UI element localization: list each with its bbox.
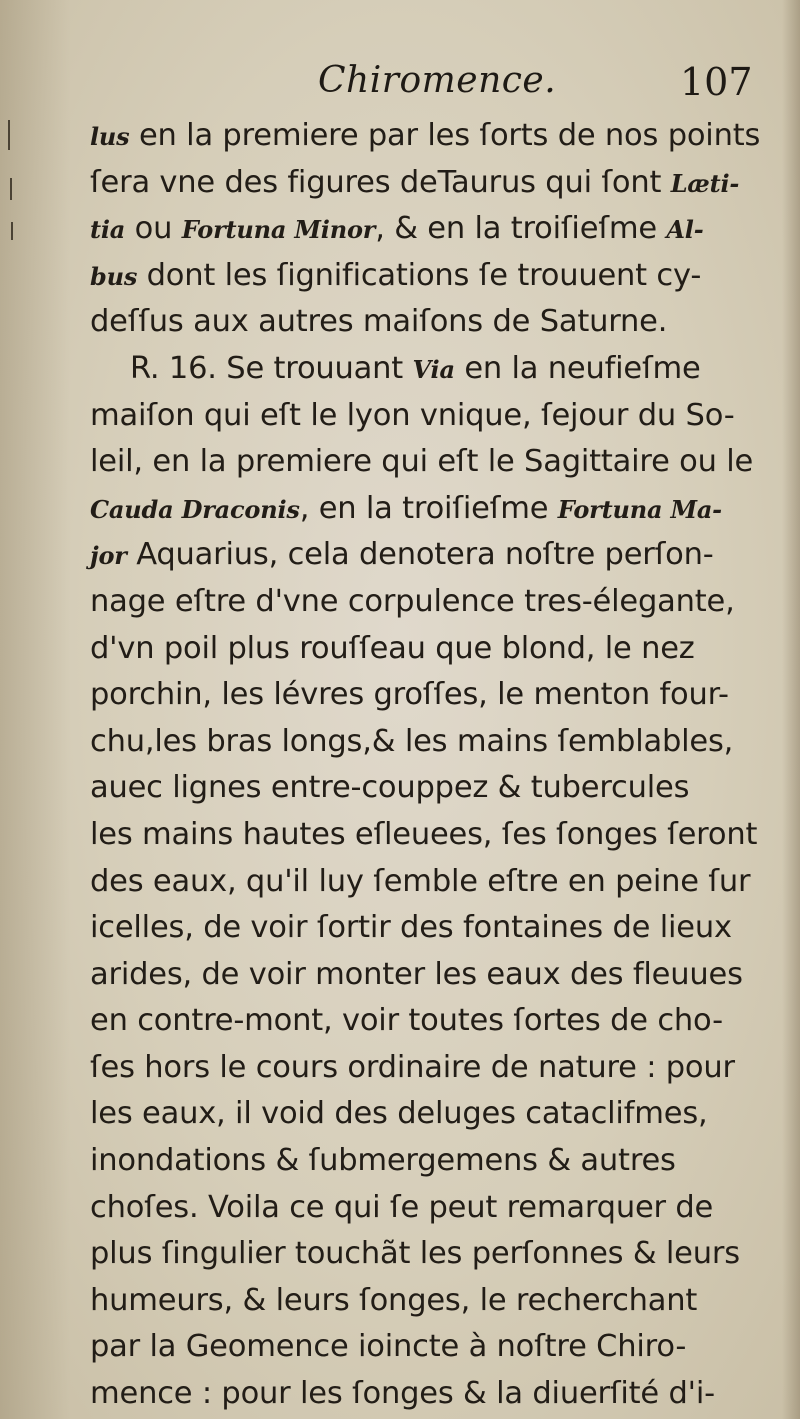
italic-text: jor bbox=[90, 541, 127, 571]
text-segment: en la premiere par les ſorts de nos points bbox=[129, 118, 761, 153]
italic-text: bus bbox=[90, 261, 138, 291]
body-text bbox=[90, 113, 768, 1418]
text-segment: arides, de voir monter les eaux des fleuues bbox=[90, 956, 743, 992]
italic-text: Via bbox=[412, 354, 455, 384]
text-line bbox=[90, 952, 768, 999]
page-header bbox=[0, 60, 800, 120]
text-segment: d'vn poil plus rouſſeau que blond, le nez bbox=[90, 630, 695, 666]
italic-text: Al- bbox=[666, 215, 704, 245]
text-segment: choſes. Voila ce qui ſe peut remarquer de bbox=[90, 1189, 714, 1225]
italic-text: Fortuna Ma- bbox=[557, 494, 722, 524]
page-number: 107 bbox=[680, 60, 753, 104]
text-segment: par la Geomence ioincte à noſtre Chiro- bbox=[90, 1329, 687, 1365]
text-line bbox=[90, 393, 768, 440]
text-line bbox=[90, 626, 768, 673]
text-line bbox=[90, 1278, 768, 1325]
margin-stroke bbox=[8, 120, 10, 150]
text-segment: humeurs, & leurs ſonges, le recherchant bbox=[90, 1282, 698, 1318]
margin-stroke bbox=[11, 222, 13, 240]
text-line bbox=[90, 1045, 768, 1092]
text-segment: nage eſtre d'vne corpulence tres-élegante, bbox=[90, 583, 735, 619]
italic-text: Fortuna Minor bbox=[181, 215, 376, 245]
text-segment: ou bbox=[125, 211, 182, 247]
italic-text: Læti- bbox=[670, 168, 740, 198]
text-segment: les eaux, il void des deluges cataclifmes, bbox=[90, 1096, 708, 1132]
text-segment: R. 16. Se trouuant bbox=[130, 350, 413, 386]
italic-text: Cauda Draconis bbox=[90, 494, 300, 524]
text-line bbox=[90, 113, 768, 160]
text-line bbox=[90, 905, 768, 952]
text-line bbox=[90, 765, 768, 812]
text-line bbox=[90, 299, 768, 346]
text-line bbox=[90, 672, 768, 719]
margin-stroke bbox=[10, 178, 12, 200]
italic-text: lus bbox=[90, 122, 130, 151]
text-line bbox=[90, 1371, 768, 1418]
text-segment: icelles, de voir ſortir des fontaines de lieux bbox=[90, 910, 732, 946]
text-line bbox=[90, 1138, 768, 1185]
text-line bbox=[90, 1324, 768, 1371]
text-segment: deſſus aux autres maiſons de Saturne. bbox=[90, 304, 668, 340]
page-gutter-shadow bbox=[0, 0, 70, 1419]
text-segment: chu,les bras longs,& les mains ſemblables, bbox=[90, 723, 734, 759]
text-segment: ſera vne des figures deTaurus qui ſont bbox=[90, 164, 671, 200]
text-line bbox=[90, 346, 768, 393]
text-segment: auec lignes entre-couppez & tubercules bbox=[90, 770, 690, 806]
text-segment: porchin, les lévres groſſes, le menton four- bbox=[90, 677, 729, 713]
text-line bbox=[90, 206, 768, 253]
text-segment: les mains hautes eſleuees, ſes ſonges ſeront bbox=[90, 816, 758, 852]
text-segment: maiſon qui eſt le lyon vnique, ſejour du So- bbox=[90, 397, 735, 433]
text-segment: en contre-mont, voir toutes ſortes de cho- bbox=[90, 1003, 723, 1039]
text-segment: Aquarius, cela denotera noſtre perſon- bbox=[126, 537, 714, 573]
text-segment: plus ſingulier touchãt les perſonnes & leurs bbox=[90, 1236, 740, 1272]
text-segment: mence : pour les ſonges & la diuerſité d'i- bbox=[90, 1376, 715, 1412]
text-line bbox=[90, 812, 768, 859]
page-edge-shadow bbox=[782, 0, 800, 1419]
text-segment: en la neufieſme bbox=[454, 350, 701, 386]
text-line bbox=[90, 1185, 768, 1232]
text-segment: des eaux, qu'il luy ſemble eſtre en peine ſur bbox=[90, 863, 751, 899]
text-segment: dont les ſignifications ſe trouuent cy- bbox=[137, 257, 702, 293]
text-line bbox=[90, 998, 768, 1045]
text-segment: inondations & ſubmergemens & autres bbox=[90, 1143, 676, 1179]
text-line bbox=[90, 1091, 768, 1138]
text-line bbox=[90, 719, 768, 766]
text-segment: ſes hors le cours ordinaire de nature : pour bbox=[90, 1049, 735, 1085]
text-segment: leil, en la premiere qui eſt le Sagittaire ou le bbox=[90, 444, 754, 480]
text-line bbox=[90, 579, 768, 626]
italic-text: tia bbox=[90, 215, 126, 245]
running-head: Chiromence. bbox=[318, 60, 557, 101]
text-line bbox=[90, 532, 768, 579]
text-line bbox=[90, 859, 768, 906]
text-line bbox=[90, 439, 768, 486]
text-segment: , en la troiſieſme bbox=[299, 490, 558, 526]
text-line bbox=[90, 160, 768, 207]
text-line bbox=[90, 253, 768, 300]
text-segment: , & en la troiſieſme bbox=[375, 211, 667, 247]
text-line bbox=[90, 486, 768, 533]
text-line bbox=[90, 1231, 768, 1278]
